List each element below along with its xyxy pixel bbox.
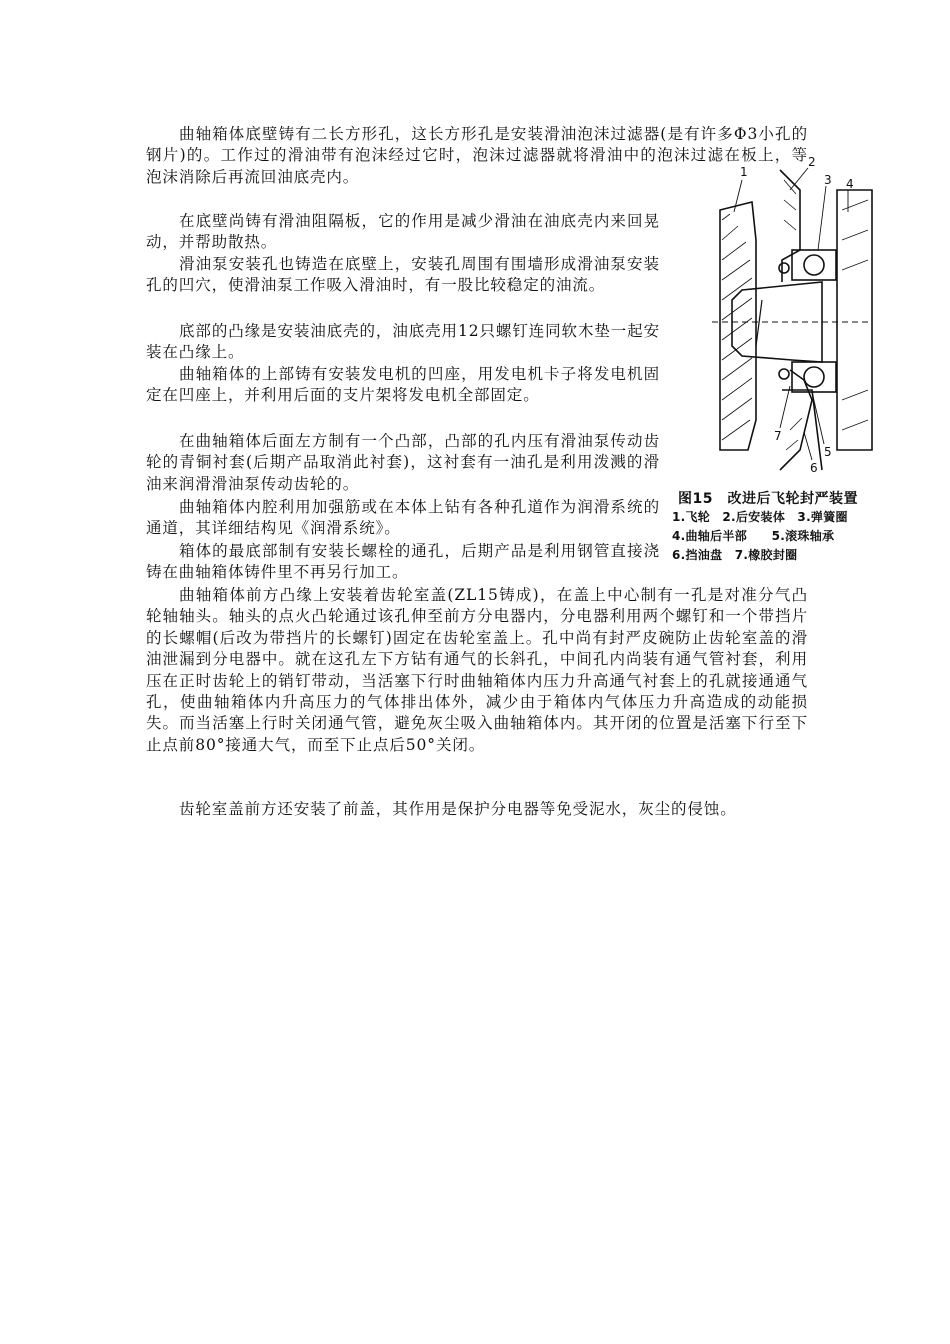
- callout-1: 1: [740, 165, 748, 179]
- paragraph-9: 曲轴箱体前方凸缘上安装着齿轮室盖(ZL15铸成)，在盖上中心制有一孔是对准分气凸轮轴轴头。轴头的点火凸轮通过该孔伸至前方分电器内，分电器利用两个螺钉和一个带挡片的长螺帽(后改为带挡片的长螺钉)固定在齿轮室盖上。孔中尚有封严皮碗防止齿轮室盖的滑油泄漏到分电器中。就在这孔左下方钻有通气的长斜孔，中间孔内尚装有通气管衬套，利用压在正时齿轮上的销钉带动，当活塞下行时曲轴箱体内压力升高通气衬套上的孔就接通通气孔，使曲轴箱体内升高压力的气体排出体外，减少由于箱体内气体压力升高造成的动能损失。而当活塞上行时关闭通气管，避免灰尘吸入曲轴箱体内。其开闭的位置是活塞下行至下止点前80°接通大气，而至下止点后50°关闭。: [146, 586, 808, 754]
- callout-5: 5: [824, 445, 832, 459]
- figure-caption: [672, 488, 902, 565]
- paragraph-3: 滑油泵安装孔也铸造在底壁上，安装孔周围有围墙形成滑油泵安装孔的凹穴，使滑油泵工作吸入滑油时，有一股比较稳定的油流。: [146, 255, 660, 295]
- paragraph-7: 曲轴箱体内腔利用加强筋或在本体上钻有各种孔道作为润滑系统的通道，其详细结构见《润滑系统》。: [146, 498, 660, 538]
- caption-line-1: 1.飞轮 2.后安装体 3.弹簧圈: [672, 510, 848, 524]
- paragraph-2: 在底壁尚铸有滑油阻隔板，它的作用是减少滑油在油底壳内来回晃动，并帮助散热。: [146, 212, 660, 252]
- paragraph-4: 底部的凸缘是安装油底壳的，油底壳用12只螺钉连同软木垫一起安装在凸缘上。: [146, 322, 660, 362]
- paragraph-1-text: 曲轴箱体底壁铸有二长方形孔，这长方形孔是安装滑油泡沫过滤器(是有许多Φ3小孔的钢片)的。工作过的滑油带有泡沫经过它时，泡沫过滤器就将滑油中的泡沫过滤在板上，等泡沫消除后再流回油底壳内。: [146, 125, 808, 186]
- callout-3: 3: [824, 173, 832, 187]
- caption-title: 图15 改进后飞轮封严装置: [678, 491, 858, 507]
- flywheel-seal-diagram: [672, 150, 892, 480]
- callout-4: 4: [846, 177, 854, 191]
- paragraph-8: 箱体的最底部制有安装长螺栓的通孔，后期产品是利用钢管直接浇铸在曲轴箱体铸件里不再另行加工。: [146, 542, 660, 582]
- callout-7: 7: [774, 429, 782, 443]
- paragraph-10: 齿轮室盖前方还安装了前盖，其作用是保护分电器等免受泥水，灰尘的侵蚀。: [179, 800, 737, 818]
- paragraph-6: 在曲轴箱体后面左方制有一个凸部，凸部的孔内压有滑油泵传动齿轮的青铜衬套(后期产品取消此衬套)，这衬套有一油孔是利用泼溅的滑油来润滑滑油泵传动齿轮的。: [146, 432, 660, 493]
- paragraph-5: 曲轴箱体的上部铸有安装发电机的凹座，用发电机卡子将发电机固定在凹座上，并利用后面的支片架将发电机全部固定。: [146, 365, 660, 405]
- caption-line-3: 6.挡油盘 7.橡胶封圈: [672, 548, 798, 562]
- caption-line-2: 4.曲轴后半部 5.滚珠轴承: [672, 529, 835, 543]
- callout-6: 6: [810, 461, 818, 475]
- callout-2: 2: [808, 155, 816, 169]
